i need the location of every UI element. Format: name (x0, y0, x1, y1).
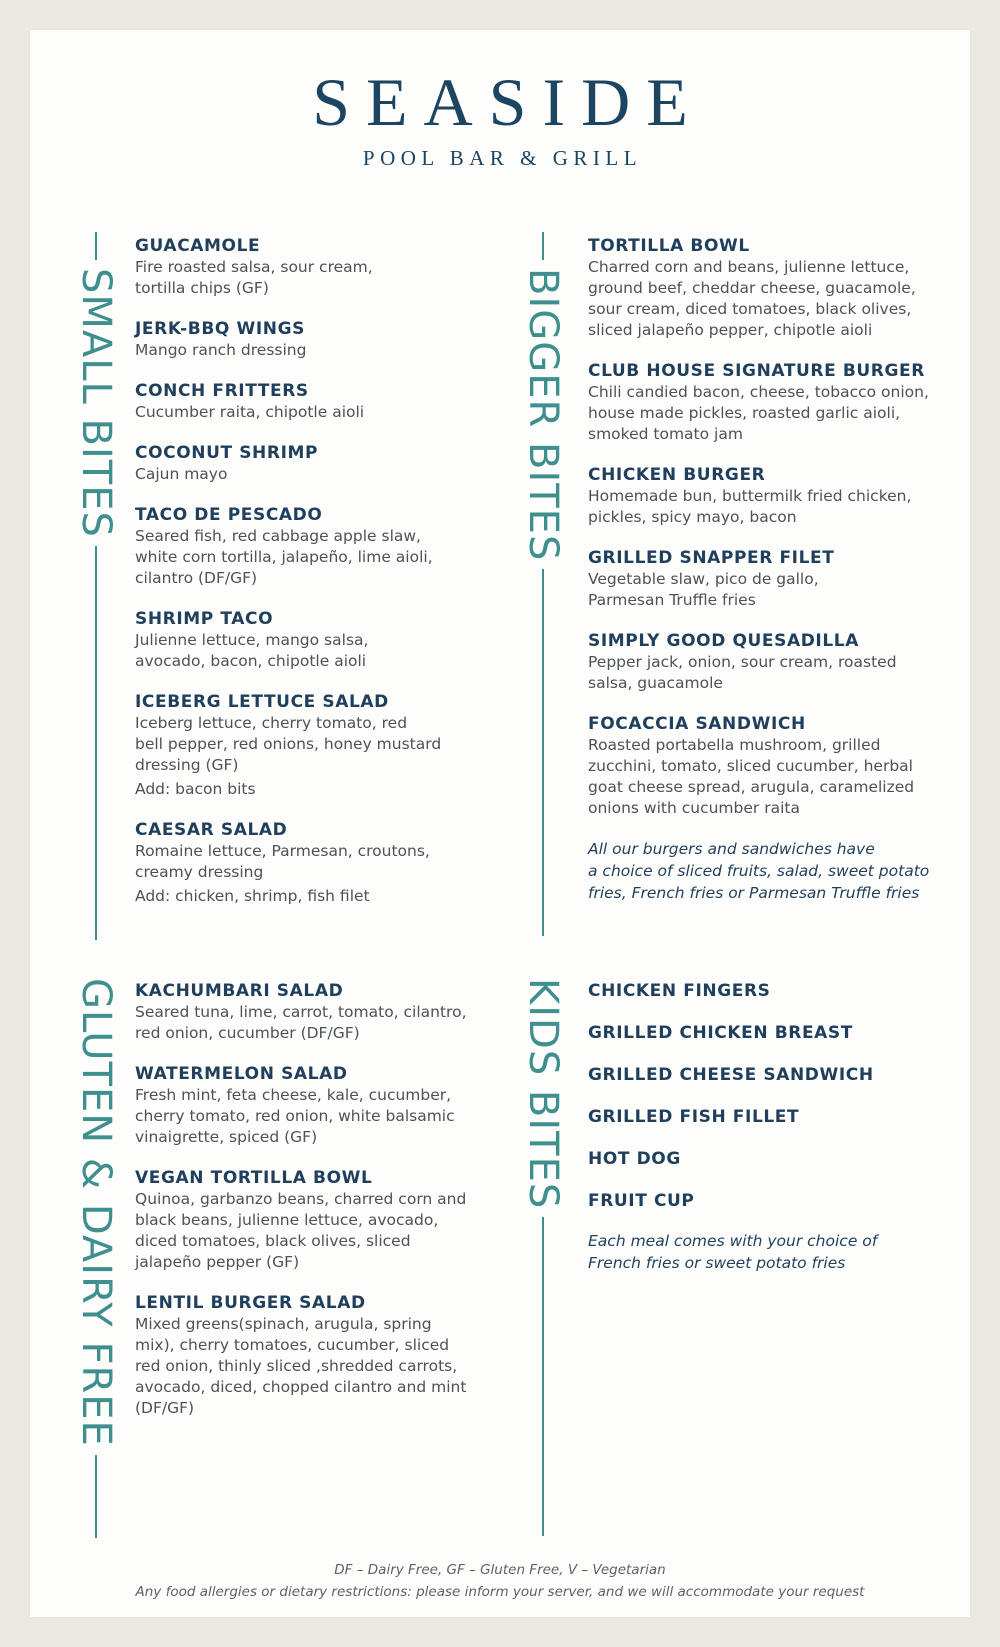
section-label-bigger-bites (521, 232, 565, 936)
item-name: TORTILLA BOWL (588, 236, 750, 256)
item-name: CHICKEN BURGER (588, 465, 766, 485)
item-description: Cucumber raita, chipotle aioli (135, 403, 365, 421)
allergy-notice: Any food allergies or dietary restrictions: please inform your server, and we will accommodate your request (135, 1584, 865, 1600)
menu-item (135, 1063, 480, 1148)
item-name: CONCH FRITTERS (135, 381, 309, 401)
item-name: GUACAMOLE (135, 236, 261, 256)
kids-bites-note: Each meal comes with your choice of French fries or sweet potato fries (588, 1232, 878, 1272)
item-addon: Add: chicken, shrimp, fish filet (135, 887, 370, 905)
menu-item (135, 504, 480, 589)
restaurant-name: SEASIDE (312, 64, 704, 140)
item-description: Fire roasted salsa, sour cream, tortilla chips (GF) (135, 258, 373, 297)
item-name: SIMPLY GOOD QUESADILLA (588, 631, 859, 651)
kids-item: GRILLED CHEESE SANDWICH (588, 1065, 874, 1085)
kids-item: HOT DOG (588, 1149, 681, 1169)
item-description: Julienne lettuce, mango salsa, avocado, bacon, chipotle aioli (135, 631, 369, 670)
menu-item (135, 819, 480, 907)
menu-item (588, 547, 948, 611)
menu-item (135, 608, 480, 672)
menu-item (588, 464, 948, 528)
menu-item (588, 630, 948, 694)
item-description: Cajun mayo (135, 465, 228, 483)
item-description: Homemade bun, buttermilk fried chicken, pickles, spicy mayo, bacon (588, 487, 912, 526)
item-description: Romaine lettuce, Parmesan, croutons, creamy dressing (135, 842, 430, 881)
kids-bites-list (588, 980, 948, 1274)
menu-item (135, 980, 480, 1044)
kids-item: FRUIT CUP (588, 1191, 695, 1211)
dietary-legend: DF – Dairy Free, GF – Gluten Free, V – Vegetarian (334, 1562, 666, 1578)
bigger-bites-heading: BIGGER BITES (520, 268, 566, 562)
menu-item (135, 1292, 480, 1419)
item-name: ICEBERG LETTUCE SALAD (135, 692, 389, 712)
menu-item (135, 1167, 480, 1273)
gluten-dairy-free-heading: GLUTEN & DAIRY FREE (73, 978, 119, 1447)
item-description: Mango ranch dressing (135, 341, 307, 359)
kids-item: CHICKEN FINGERS (588, 981, 771, 1001)
item-description: Pepper jack, onion, sour cream, roasted salsa, guacamole (588, 653, 897, 692)
menu-item (135, 380, 480, 423)
brand-header (0, 62, 1000, 171)
menu-item (588, 235, 948, 341)
item-description: Iceberg lettuce, cherry tomato, red bell pepper, red onions, honey mustard dressing (GF) (135, 714, 442, 774)
item-name: WATERMELON SALAD (135, 1064, 348, 1084)
item-addon: Add: bacon bits (135, 780, 256, 798)
item-name: VEGAN TORTILLA BOWL (135, 1168, 373, 1188)
item-name: TACO DE PESCADO (135, 505, 323, 525)
menu-item (135, 318, 480, 361)
small-bites-heading: SMALL BITES (73, 268, 119, 538)
menu-item (588, 713, 948, 819)
menu-item (135, 235, 480, 299)
item-name: FOCACCIA SANDWICH (588, 714, 806, 734)
item-description: Quinoa, garbanzo beans, charred corn and black beans, julienne lettuce, avocado, diced tomatoes, black olives, sliced jalapeño pepper (GF) (135, 1190, 467, 1271)
item-description: Seared tuna, lime, carrot, tomato, cilantro, red onion, cucumber (DF/GF) (135, 1003, 467, 1042)
item-name: SHRIMP TACO (135, 609, 274, 629)
small-bites-list (135, 235, 480, 926)
section-label-kids-bites (521, 978, 565, 1536)
item-description: Roasted portabella mushroom, grilled zucchini, tomato, sliced cucumber, herbal goat cheese spread, arugula, caramelized onions with cucumber raita (588, 736, 915, 817)
gluten-dairy-free-list (135, 980, 480, 1438)
kids-bites-heading: KIDS BITES (520, 978, 566, 1210)
item-description: Charred corn and beans, julienne lettuce, ground beef, cheddar cheese, guacamole, sour cream, diced tomatoes, black olives, sliced jalapeño pepper, chipotle aioli (588, 258, 916, 339)
item-description: Fresh mint, feta cheese, kale, cucumber, cherry tomato, red onion, white balsamic vinaigrette, spiced (GF) (135, 1086, 455, 1146)
kids-item: GRILLED CHICKEN BREAST (588, 1023, 853, 1043)
item-name: LENTIL BURGER SALAD (135, 1293, 366, 1313)
item-name: JERK-BBQ WINGS (135, 319, 305, 339)
restaurant-subtitle: POOL BAR & GRILL (362, 146, 643, 170)
item-description: Mixed greens(spinach, arugula, spring mix), cherry tomatoes, cucumber, sliced red onion, thinly sliced ,shredded carrots, avocado, diced, chopped cilantro and mint (DF/GF) (135, 1315, 467, 1417)
item-description: Vegetable slaw, pico de gallo, Parmesan Truffle fries (588, 570, 819, 609)
kids-item: GRILLED FISH FILLET (588, 1107, 800, 1127)
bigger-bites-list (588, 235, 948, 904)
item-name: KACHUMBARI SALAD (135, 981, 344, 1001)
section-label-small-bites (74, 232, 118, 940)
menu-item (135, 442, 480, 485)
item-name: CAESAR SALAD (135, 820, 288, 840)
item-name: CLUB HOUSE SIGNATURE BURGER (588, 361, 925, 381)
menu-item (135, 691, 480, 800)
menu-item (588, 360, 948, 445)
bigger-bites-note: All our burgers and sandwiches have a choice of sliced fruits, salad, sweet potato fries, French fries or Parmesan Truffle fries (588, 840, 930, 902)
item-name: GRILLED SNAPPER FILET (588, 548, 835, 568)
section-label-gluten-dairy-free (74, 978, 118, 1538)
item-description: Chili candied bacon, cheese, tobacco onion, house made pickles, roasted garlic aioli, smoked tomato jam (588, 383, 929, 443)
item-description: Seared fish, red cabbage apple slaw, white corn tortilla, jalapeño, lime aioli, cilantro (DF/GF) (135, 527, 433, 587)
item-name: COCONUT SHRIMP (135, 443, 319, 463)
